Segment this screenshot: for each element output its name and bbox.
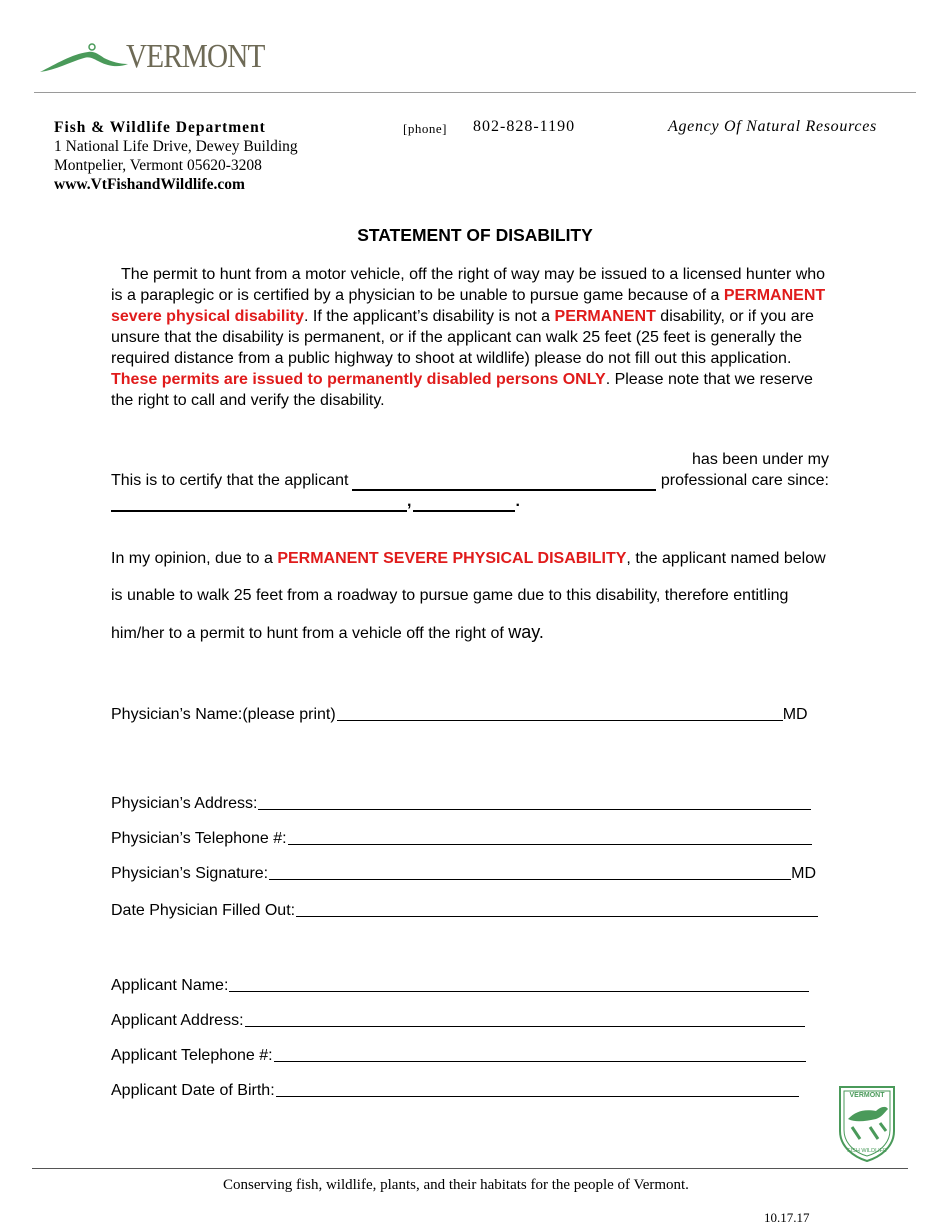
physician-signature-label: Physician’s Signature: bbox=[111, 865, 269, 882]
physician-name-label: Physician’s Name:(please print) bbox=[111, 706, 336, 723]
physician-name-input[interactable] bbox=[337, 705, 783, 721]
fish-wildlife-seal bbox=[836, 1083, 898, 1163]
document-title: STATEMENT OF DISABILITY bbox=[357, 225, 593, 245]
applicant-phone-field bbox=[111, 1046, 806, 1065]
applicant-address-label: Applicant Address: bbox=[111, 1012, 244, 1029]
opinion-text-2: , the applicant named below is unable to walk 25 feet from a roadway to pursue game due to this disability, therefore entitling him/her to a permit to hunt from a vehicle off the right of bbox=[111, 550, 826, 642]
intro-text-1: The permit to hunt from a motor vehicle, off the right of way may be issued to a licensed hunter who is a paraplegic or is certified by a physician to be unable to pursue game because of a bbox=[111, 266, 826, 304]
phone-number: 802-828-1190 bbox=[473, 118, 576, 135]
physician-phone-field bbox=[111, 829, 812, 848]
intro-highlight-3: These permits are issued to permanently disabled persons ONLY bbox=[111, 371, 606, 388]
address-line-2: Montpelier, Vermont 05620-3208 bbox=[54, 157, 262, 174]
intro-dropcap bbox=[111, 263, 121, 283]
date-filled-input[interactable] bbox=[296, 901, 818, 917]
applicant-address-field bbox=[111, 1011, 805, 1030]
applicant-phone-input[interactable] bbox=[274, 1046, 806, 1062]
opinion-highlight: PERMANENT SEVERE PHYSICAL DISABILITY bbox=[277, 550, 627, 567]
footer-divider bbox=[32, 1168, 908, 1169]
applicant-dob-field bbox=[111, 1081, 799, 1100]
applicant-phone-label: Applicant Telephone #: bbox=[111, 1047, 273, 1064]
intro-highlight-1: PERMANENT severe physical disability bbox=[111, 287, 826, 325]
header-divider bbox=[34, 92, 916, 93]
certify-paragraph: This is to certify that the applicant has been under my professional care since: , . bbox=[111, 451, 829, 510]
certify-text-1: This is to certify that the applicant bbox=[111, 472, 349, 489]
opinion-text-1: In my opinion, due to a bbox=[111, 550, 278, 567]
phone-label: [phone] bbox=[403, 121, 447, 136]
website-link[interactable]: www.VtFishandWildlife.com bbox=[54, 176, 245, 193]
physician-phone-label: Physician’s Telephone #: bbox=[111, 830, 287, 847]
applicant-name-field bbox=[111, 976, 809, 995]
applicant-name-blank[interactable] bbox=[352, 474, 656, 491]
intro-text-4: . Please note that we reserve the right to call and verify the disability. bbox=[111, 371, 813, 409]
physician-address-label: Physician’s Address: bbox=[111, 795, 258, 812]
physician-name-suffix: MD bbox=[782, 706, 808, 723]
footer-tagline: Conserving fish, wildlife, plants, and their habitats for the people of Vermont. bbox=[223, 1177, 689, 1193]
intro-highlight-2: PERMANENT bbox=[554, 308, 656, 325]
certify-text-2: has been under my professional care since: bbox=[660, 451, 829, 489]
care-since-blank[interactable] bbox=[111, 495, 407, 512]
physician-address-input[interactable] bbox=[258, 794, 811, 810]
intro-text-2: . If the applicant’s disability is not a bbox=[304, 308, 555, 325]
opinion-text-3: way. bbox=[508, 622, 544, 642]
care-since-year-blank[interactable] bbox=[413, 495, 515, 512]
applicant-dob-input[interactable] bbox=[276, 1081, 799, 1097]
date-filled-label: Date Physician Filled Out: bbox=[111, 902, 296, 919]
seal-bottom-text: FISH WILDLIFE bbox=[847, 1148, 887, 1154]
seal-shield-icon bbox=[836, 1083, 898, 1163]
mountain-logo-icon bbox=[38, 42, 130, 76]
applicant-name-label: Applicant Name: bbox=[111, 977, 229, 994]
applicant-dob-label: Applicant Date of Birth: bbox=[111, 1082, 275, 1099]
address-line-1: 1 National Life Drive, Dewey Building bbox=[54, 138, 298, 155]
physician-signature-suffix: MD bbox=[791, 865, 817, 882]
intro-text-3: disability, or if you are unsure that the disability is permanent, or if the applicant can walk 25 feet (25 feet is generally the required distance from a public highway to shoot at wildlife) please do not fill out this application. bbox=[111, 308, 814, 367]
physician-phone-input[interactable] bbox=[288, 829, 812, 845]
form-date: 10.17.17 bbox=[764, 1210, 810, 1225]
physician-signature-input[interactable] bbox=[269, 864, 791, 880]
physician-name-field bbox=[111, 705, 808, 724]
seal-top-text: VERMONT bbox=[849, 1092, 885, 1099]
intro-paragraph bbox=[111, 263, 829, 411]
applicant-address-input[interactable] bbox=[245, 1011, 805, 1027]
opinion-paragraph bbox=[111, 541, 829, 653]
vermont-logo bbox=[38, 38, 278, 78]
applicant-name-input[interactable] bbox=[229, 976, 809, 992]
physician-signature-field bbox=[111, 864, 816, 883]
department-address-block bbox=[54, 118, 298, 194]
department-name: Fish & Wildlife Department bbox=[54, 119, 266, 136]
agency-name: Agency Of Natural Resources bbox=[668, 118, 877, 135]
physician-address-field bbox=[111, 794, 811, 813]
date-filled-field bbox=[111, 901, 818, 920]
logo-wordmark: VERMONT bbox=[126, 38, 265, 75]
